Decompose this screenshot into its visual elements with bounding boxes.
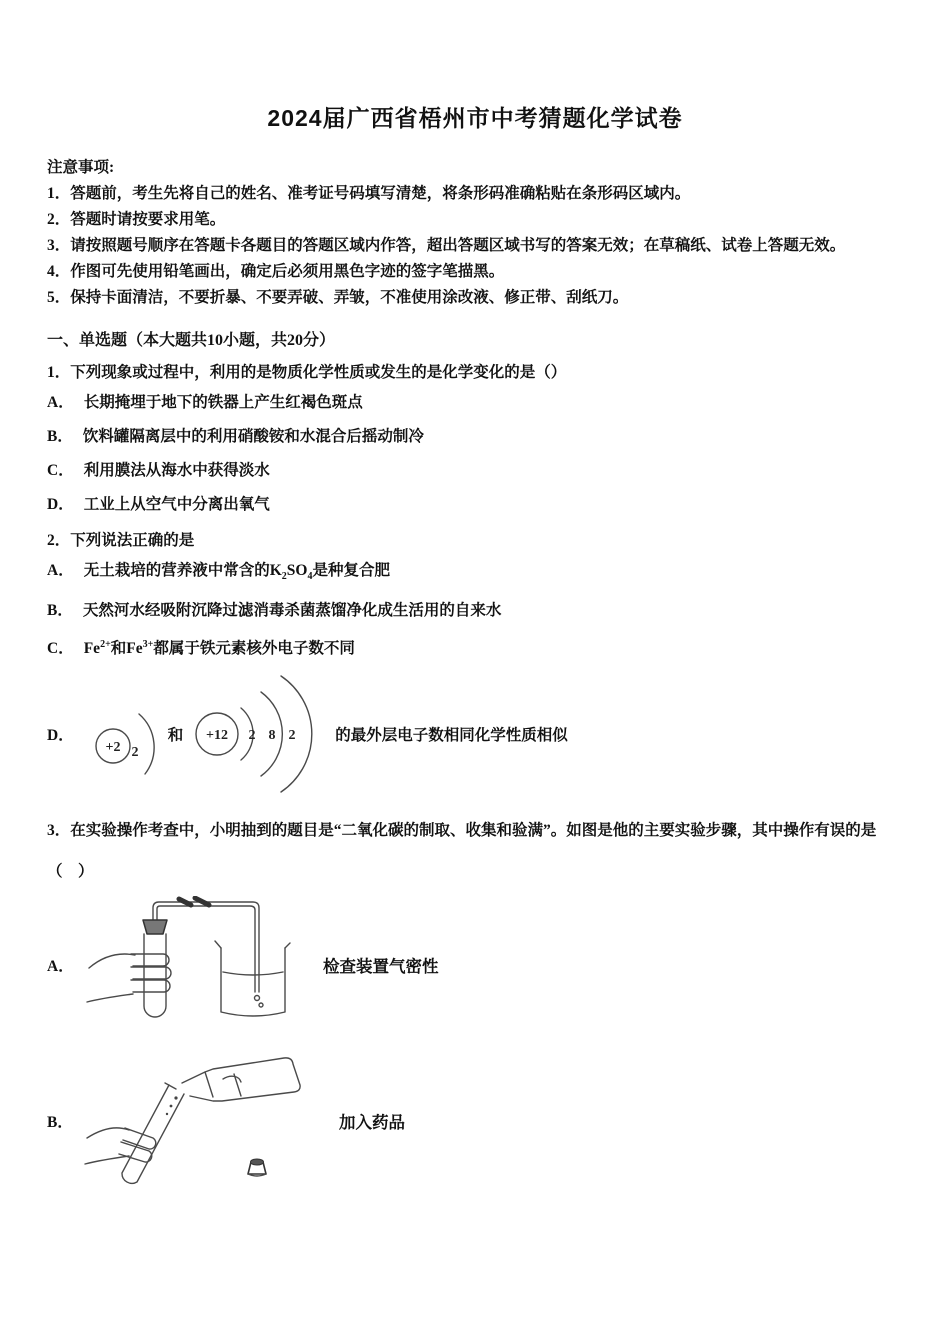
q1-option-b-label: B． — [47, 428, 73, 445]
question-3-stem: 3．在实验操作考查中，小明抽到的题目是“二氧化碳的制取、收集和验满”。如图是他的主要实验步骤，其中操作有误的是（ ） — [47, 822, 877, 881]
q2-option-d-text: 的最外层电子数相同化学性质相似 — [335, 727, 568, 745]
q1-option-a-text: 长期掩埋于地下的铁器上产生红褐色斑点 — [83, 394, 363, 411]
q1-option-d-text: 工业上从空气中分离出氧气 — [83, 496, 270, 513]
notice-item-1: 1．答题前，考生先将自己的姓名、准考证号码填写清楚，将条形码准确粘贴在条形码区域内。 — [47, 185, 691, 202]
airtightness-check-diagram — [81, 896, 311, 1034]
notice-item-2: 2．答题时请按要求用笔。 — [47, 211, 226, 228]
adding-reagent-diagram — [81, 1052, 311, 1190]
section-one-heading: 一、单选题（本大题共10小题，共20分） — [47, 332, 336, 349]
q2-option-b-label: B． — [47, 602, 73, 620]
atom-diagram-helium — [88, 684, 166, 784]
helium-nucleus-charge: +2 — [105, 740, 121, 756]
q3-option-a-caption: 检查装置气密性 — [323, 957, 439, 977]
q2-option-c — [47, 628, 910, 666]
q2-option-b — [47, 594, 910, 628]
q3-option-a-label: A． — [47, 958, 74, 976]
fe2-charge: 2+ — [100, 639, 111, 651]
page-title: 2024届广西省梧州市中考猜题化学试卷 — [267, 105, 683, 131]
q3-option-b-label: B． — [47, 1114, 73, 1132]
q1-option-b — [47, 420, 910, 454]
q2-option-d-joiner: 和 — [167, 727, 184, 745]
q2-option-c-label: C． — [47, 640, 74, 658]
magnesium-shell3-electrons: 2 — [288, 728, 296, 744]
q1-option-a — [47, 386, 910, 420]
fe3-charge: 3+ — [142, 639, 154, 651]
q1-option-a-label: A． — [47, 394, 74, 411]
notice-item-4: 4．作图可先使用铅笔画出，确定后必须用黑色字迹的签字笔描黑。 — [47, 263, 505, 280]
fe3-ion: Fe — [126, 640, 143, 658]
q1-option-c-text: 利用膜法从海水中获得淡水 — [83, 462, 270, 479]
magnesium-nucleus-charge: +12 — [206, 728, 229, 744]
q2-option-d-label: D． — [47, 727, 74, 745]
helium-shell-electrons: 2 — [131, 745, 139, 761]
q2-option-d — [47, 668, 910, 800]
notice-item-3: 3．请按照题号顺序在答题卡各题目的答题区域内作答，超出答题区域书写的答案无效；在草稿纸、试卷上答题无效。 — [47, 237, 846, 254]
q1-option-b-text: 饮料罐隔离层中的利用硝酸铵和水混合后摇动制冷 — [82, 428, 424, 445]
q3-option-a — [47, 896, 910, 1034]
question-2-stem: 2．下列说法正确的是 — [47, 532, 195, 549]
magnesium-shell1-electrons: 2 — [248, 728, 256, 744]
q1-option-d — [47, 488, 910, 522]
q2-option-b-text: 天然河水经吸附沉降过滤消毒杀菌蒸馏净化成生活用的自来水 — [82, 602, 502, 620]
q2-option-c-text: $Fe^{2+}$和$Fe^{3+}$都属于铁元素核外电子数不同 — [83, 639, 355, 658]
notice-section — [47, 155, 910, 311]
q2-option-a-label: A． — [47, 562, 74, 579]
k2so4-subscript-2: 2 — [281, 571, 287, 583]
q1-option-d-label: D． — [47, 496, 74, 513]
notice-heading: 注意事项: — [47, 159, 115, 176]
notice-item-5: 5．保持卡面清洁，不要折暴、不要弄破、弄皱，不准使用涂改液、修正带、刮纸刀。 — [47, 289, 629, 306]
k2so4-subscript-4: 4 — [307, 571, 313, 583]
magnesium-shell2-electrons: 8 — [268, 728, 276, 744]
atom-diagram-magnesium — [185, 668, 335, 800]
fe2-ion: Fe — [83, 640, 101, 658]
q3-option-b — [47, 1052, 910, 1190]
q1-option-c-label: C． — [47, 462, 74, 479]
q1-option-c — [47, 454, 910, 488]
question-1-stem: 1．下列现象或过程中，利用的是物质化学性质或发生的是化学变化的是（） — [47, 364, 567, 381]
q2-option-a-text: 无土栽培的营养液中常含的$K_2SO_4$是种复合肥 — [83, 562, 390, 583]
q3-option-b-caption: 加入药品 — [339, 1113, 405, 1133]
q2-option-a — [47, 554, 910, 594]
